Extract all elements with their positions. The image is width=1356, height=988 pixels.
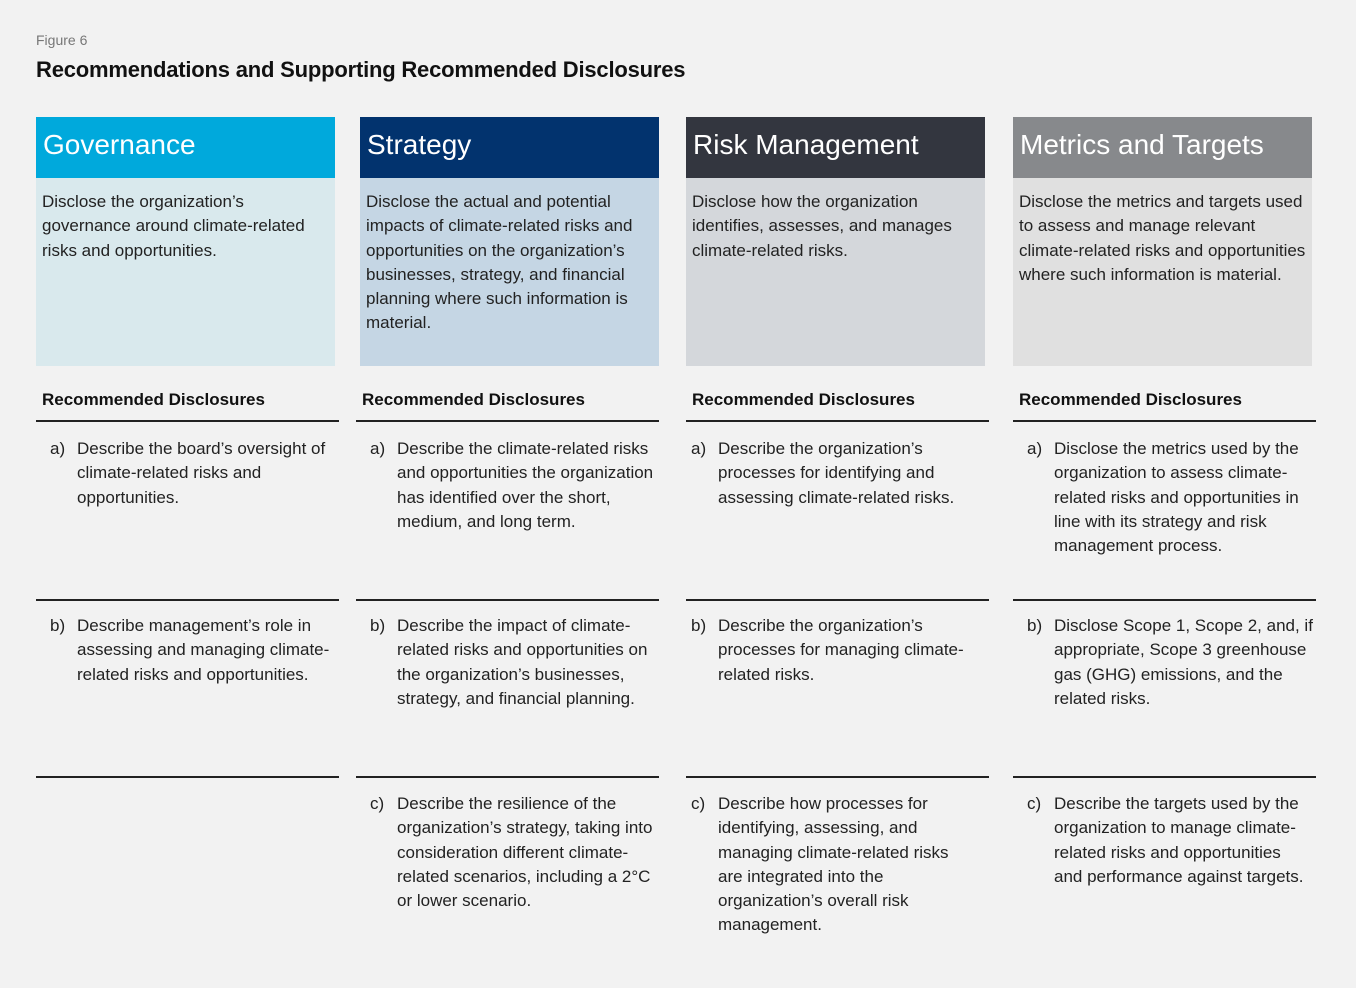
disclosure-text: Disclose Scope 1, Scope 2, and, if appropriate, Scope 3 greenhouse gas (GHG) emissions, and the related risks.	[1054, 616, 1313, 708]
disclosure-letter: b)	[50, 616, 66, 635]
metrics-targets-column	[1013, 117, 1312, 366]
figure-label: Figure 6	[36, 32, 88, 48]
risk-management-description: Disclose how the organization identifies, assesses, and manages climate-related risks.	[686, 178, 985, 366]
strategy-column	[360, 117, 659, 366]
divider	[1013, 776, 1316, 778]
disclosure-text: Describe the climate-related risks and opportunities the organization has identified over the short, medium, and long term.	[397, 439, 654, 531]
disclosure-letter: b)	[370, 616, 386, 635]
governance-description: Disclose the organization’s governance around climate-related risks and opportunities.	[36, 178, 335, 366]
divider	[686, 776, 989, 778]
disclosure-text: Describe the resilience of the organization’s strategy, taking into consideration different climate-related scenarios, including a 2°C or lower scenario.	[397, 794, 653, 911]
disclosure-letter: a)	[50, 439, 66, 458]
metrics-targets-rec-heading: Recommended Disclosures	[1013, 390, 1316, 422]
metrics-targets-description: Disclose the metrics and targets used to assess and manage relevant climate-related risks and opportunities where such information is material.	[1013, 178, 1312, 366]
governance-column	[36, 117, 335, 366]
disclosure-text: Describe the board’s oversight of climate-related risks and opportunities.	[77, 439, 326, 507]
disclosure-text: Describe the impact of climate-related risks and opportunities on the organization’s businesses, strategy, and financial planning.	[397, 616, 648, 708]
governance-disclosure-b	[50, 614, 336, 687]
disclosure-text: Describe the organization’s processes for managing climate-related risks.	[718, 616, 964, 684]
strategy-disclosure-a	[370, 437, 656, 534]
strategy-rec-heading: Recommended Disclosures	[356, 390, 659, 422]
disclosure-text: Describe management’s role in assessing and managing climate-related risks and opportunities.	[77, 616, 330, 684]
disclosure-letter: c)	[691, 794, 706, 813]
disclosure-letter: a)	[1027, 439, 1043, 458]
disclosure-letter: a)	[691, 439, 707, 458]
risk-management-rec-heading: Recommended Disclosures	[686, 390, 989, 422]
strategy-description: Disclose the actual and potential impacts of climate-related risks and opportunities on the organization’s businesses, strategy, and financial planning where such information is material.	[360, 178, 659, 366]
divider	[686, 599, 989, 601]
risk-management-column	[686, 117, 985, 366]
strategy-disclosure-b	[370, 614, 656, 711]
governance-heading: Governance	[36, 117, 335, 178]
disclosure-letter: c)	[370, 794, 385, 813]
risk-management-disclosure-a	[691, 437, 977, 510]
divider	[1013, 599, 1316, 601]
disclosure-text: Describe the organization’s processes for identifying and assessing climate-related risks.	[718, 439, 955, 507]
disclosure-text: Describe the targets used by the organization to manage climate-related risks and opportunities and performance against targets.	[1054, 794, 1304, 886]
risk-management-heading: Risk Management	[686, 117, 985, 178]
governance-rec-heading: Recommended Disclosures	[36, 390, 339, 422]
disclosure-letter: a)	[370, 439, 386, 458]
disclosure-letter: b)	[1027, 616, 1043, 635]
disclosure-letter: b)	[691, 616, 707, 635]
governance-disclosure-a	[50, 437, 336, 510]
risk-management-disclosure-b	[691, 614, 977, 687]
divider	[356, 599, 659, 601]
divider	[36, 776, 339, 778]
metrics-targets-disclosure-a	[1027, 437, 1313, 558]
metrics-targets-disclosure-c	[1027, 792, 1313, 889]
divider	[36, 599, 339, 601]
risk-management-disclosure-c	[691, 792, 977, 938]
strategy-heading: Strategy	[360, 117, 659, 178]
metrics-targets-heading: Metrics and Targets	[1013, 117, 1312, 178]
disclosure-text: Describe how processes for identifying, assessing, and managing climate-related risks are integrated into the organization’s overall risk management.	[718, 794, 949, 935]
strategy-disclosure-c	[370, 792, 656, 913]
metrics-targets-disclosure-b	[1027, 614, 1313, 711]
disclosure-letter: c)	[1027, 794, 1042, 813]
disclosure-text: Disclose the metrics used by the organization to assess climate-related risks and opportunities in line with its strategy and risk management process.	[1054, 439, 1299, 556]
divider	[356, 776, 659, 778]
figure-title: Recommendations and Supporting Recommended Disclosures	[36, 57, 686, 82]
